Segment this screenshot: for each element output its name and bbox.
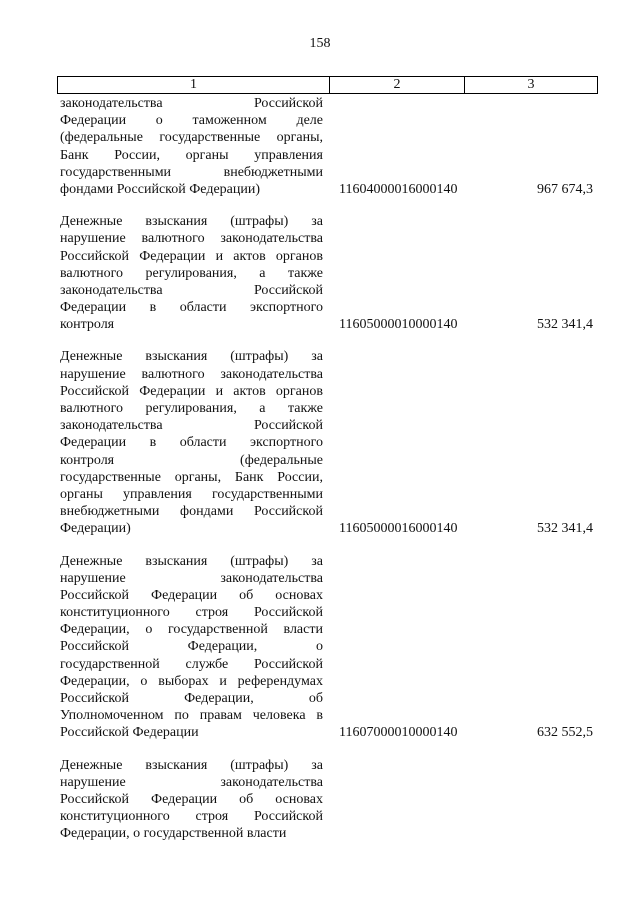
description-line: Федерации, о государственной власти xyxy=(60,622,323,638)
description-line: контроля xyxy=(60,317,115,333)
description-line: Федерации, о государственной власти xyxy=(60,826,287,842)
description-line: Российской Федерации об основах xyxy=(60,587,323,603)
column-header-1: 1 xyxy=(58,77,330,94)
row-code: 11605000016000140 xyxy=(338,521,458,537)
description-line: нарушение законодательства xyxy=(60,774,323,790)
description-line: Федерации в области экспортного xyxy=(60,435,323,451)
table-row xyxy=(57,95,598,198)
description-line: Банк России, органы управления xyxy=(60,147,323,163)
description-line: государственной службе Российской xyxy=(60,656,323,672)
description-line: Федерации в области экспортного xyxy=(60,300,323,316)
table-row xyxy=(57,757,598,843)
description-line: нарушение законодательства xyxy=(60,570,323,586)
description-line: валютного регулирования, а также xyxy=(60,265,323,281)
description-line: Федерации, о выборах и референдумах xyxy=(60,673,323,689)
description-line: Денежные взыскания (штрафы) за xyxy=(60,757,323,773)
row-description xyxy=(57,757,323,843)
description-line: Федерации о таможенном деле xyxy=(60,113,323,129)
description-line: Российской Федерации, о xyxy=(60,639,323,655)
row-code: 11604000016000140 xyxy=(338,181,458,197)
description-line: государственные органы, Банк России, xyxy=(60,469,323,485)
description-line: (федеральные государственные органы, xyxy=(60,130,323,146)
description-line: законодательства Российской xyxy=(60,418,323,434)
row-amount: 632 552,5 xyxy=(537,725,593,741)
description-line: Уполномоченном по правам человека в xyxy=(60,708,323,724)
row-amount: 532 341,4 xyxy=(537,521,593,537)
description-line: Денежные взыскания (штрафы) за xyxy=(60,349,323,365)
description-line: Российской Федерации об основах xyxy=(60,791,323,807)
row-description xyxy=(57,95,323,198)
row-description xyxy=(57,213,323,333)
description-line: государственными внебюджетными xyxy=(60,164,323,180)
description-line: законодательства Российской xyxy=(60,96,323,111)
column-header-2: 2 xyxy=(329,77,464,94)
description-line: нарушение валютного законодательства xyxy=(60,231,323,247)
column-header-row xyxy=(58,77,598,94)
row-description xyxy=(57,553,323,742)
description-line: Федерации) xyxy=(60,521,131,537)
column-header-table xyxy=(57,76,598,94)
page-number: 158 xyxy=(309,36,331,51)
description-line: фондами Российской Федерации) xyxy=(60,181,261,197)
description-line: Российской Федерации xyxy=(60,725,199,741)
description-line: Денежные взыскания (штрафы) за xyxy=(60,214,323,230)
description-line: внебюджетными фондами Российской xyxy=(60,504,323,520)
description-line: контроля (федеральные xyxy=(60,452,323,468)
description-line: органы управления государственными xyxy=(60,486,323,502)
description-line: Российской Федерации и актов органов xyxy=(60,383,323,399)
description-line: конституционного строя Российской xyxy=(60,605,323,621)
description-line: валютного регулирования, а также xyxy=(60,401,323,416)
row-code: 11607000010000140 xyxy=(338,725,458,741)
description-line: Российской Федерации, об xyxy=(60,691,323,706)
row-description xyxy=(57,348,323,537)
description-line: нарушение валютного законодательства xyxy=(60,366,323,382)
table-row xyxy=(57,213,598,333)
table-row xyxy=(57,348,598,537)
table-body xyxy=(57,95,598,858)
row-amount: 967 674,3 xyxy=(537,181,593,197)
row-code: 11605000010000140 xyxy=(338,317,458,333)
column-header-3: 3 xyxy=(464,77,597,94)
description-line: конституционного строя Российской xyxy=(60,809,323,825)
row-amount: 532 341,4 xyxy=(537,317,593,333)
description-line: Российской Федерации и актов органов xyxy=(60,248,323,264)
table-row xyxy=(57,553,598,742)
description-line: Денежные взыскания (штрафы) за xyxy=(60,553,323,569)
description-line: законодательства Российской xyxy=(60,282,323,298)
